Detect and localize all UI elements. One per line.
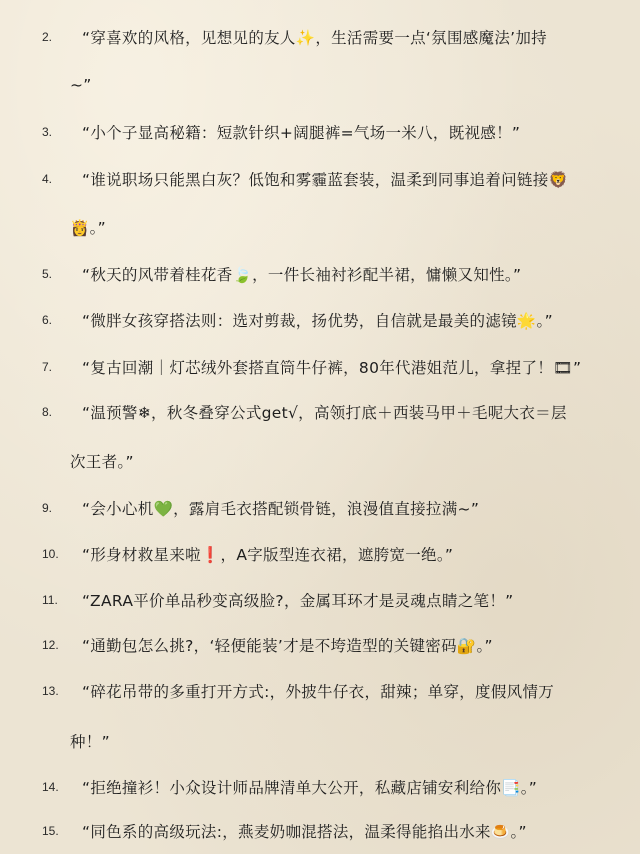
item-number: 3. (42, 125, 53, 139)
item-text: “小个子显高秘籍：短款针织+阔腿裤=气场一米八，既视感！” (82, 124, 521, 142)
item-text: “会小心机💚，露肩毛衣搭配锁骨链，浪漫值直接拉满~” (82, 500, 480, 518)
item-text: 种！” (70, 733, 110, 751)
list-item (0, 539, 640, 569)
list-item (0, 305, 640, 335)
item-number: 11. (42, 593, 58, 607)
list-item (0, 22, 640, 52)
item-number: 15. (42, 824, 59, 838)
item-text: 次王者。” (70, 453, 134, 471)
list-item (0, 630, 640, 660)
list-item (0, 164, 640, 194)
list-item (0, 259, 640, 289)
item-text: “微胖女孩穿搭法则：选对剪裁，扬优势，自信就是最美的滤镜🌟。” (82, 312, 553, 330)
item-text: “拒绝撞衫！小众设计师品牌清单大公开，私藏店铺安利给你📑。” (82, 779, 538, 797)
list-item-continuation (0, 70, 640, 100)
item-number: 7. (42, 360, 53, 374)
list-item (0, 493, 640, 523)
list-item-continuation (0, 212, 640, 242)
item-text: “ZARA平价单品秒变高级脸?，金属耳环才是灵魂点睛之笔！” (82, 592, 514, 610)
item-text: “同色系的高级玩法:，燕麦奶咖混搭法，温柔得能掐出水来🍮。” (82, 823, 527, 841)
item-text: ~” (70, 76, 92, 94)
item-number: 13. (42, 684, 59, 698)
item-number: 6. (42, 313, 53, 327)
item-number: 14. (42, 780, 59, 794)
item-text: “通勤包怎么挑?，‘轻便能装’才是不垮造型的关键密码🔐。” (82, 637, 493, 655)
list-item (0, 676, 640, 706)
item-text: “复古回潮｜灯芯绒外套搭直筒牛仔裤，80年代港姐范儿，拿捏了！🎞” (82, 359, 582, 377)
item-number: 8. (42, 405, 53, 419)
item-text: “秋天的风带着桂花香🍃，一件长袖衬衫配半裙，慵懒又知性。” (82, 266, 522, 284)
item-number: 2. (42, 30, 53, 44)
list-item (0, 816, 640, 846)
item-text: 👸。” (70, 219, 106, 237)
item-text: “形身材救星来啦❗，A字版型连衣裙，遮胯宽一绝。” (82, 546, 454, 564)
list-item (0, 585, 640, 615)
item-number: 4. (42, 172, 53, 186)
list-item (0, 772, 640, 802)
item-number: 5. (42, 267, 53, 281)
item-number: 12. (42, 638, 59, 652)
item-text: “谁说职场只能黑白灰？低饱和雾霾蓝套装，温柔到同事追着问链接🦁 (82, 171, 569, 189)
item-text: “温预警❄，秋冬叠穿公式get√，高领打底＋西装马甲＋毛呢大衣＝层 (82, 404, 567, 422)
item-number: 10. (42, 547, 59, 561)
item-text: “碎花吊带的多重打开方式:，外披牛仔衣，甜辣；单穿，度假风情万 (82, 683, 555, 701)
list-item-continuation (0, 726, 640, 756)
list-item-continuation (0, 446, 640, 476)
list-item (0, 117, 640, 147)
list-item (0, 352, 640, 382)
item-text: “穿喜欢的风格，见想见的友人✨，生活需要一点‘氛围感魔法’加持 (82, 29, 547, 47)
list-item (0, 397, 640, 427)
item-number: 9. (42, 501, 53, 515)
